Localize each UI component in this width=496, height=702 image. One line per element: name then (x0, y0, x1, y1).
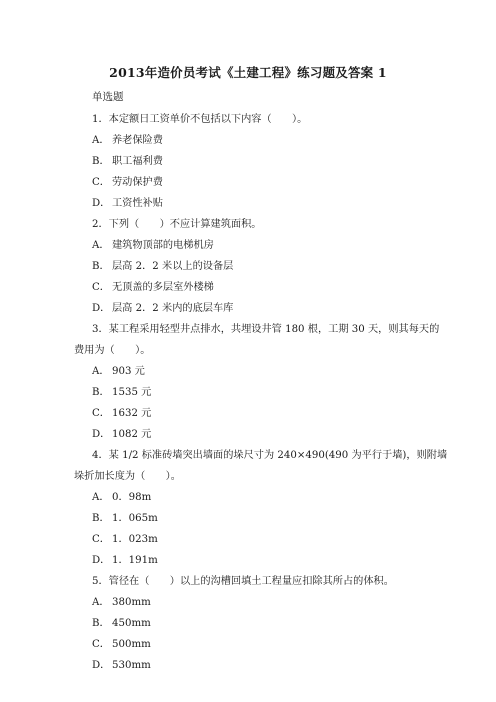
question-5-option-a (92, 593, 151, 608)
question-1-stem: 1．本定额日工资单价不包括以下内容（ ）。 (92, 114, 308, 125)
option-text: 工资性补贴 (112, 198, 163, 209)
option-text: 0．98m (112, 492, 152, 503)
option-letter: B． (92, 261, 110, 272)
option-text: 层高 2．2 米内的底层车库 (112, 303, 234, 314)
question-1-option-c (92, 173, 163, 188)
option-text: 1．191m (112, 555, 158, 566)
option-letter: A． (92, 492, 110, 503)
question-2-option-d (92, 299, 233, 314)
option-letter: B． (92, 618, 110, 629)
question-3-stem-line2: 费用为（ ）。 (74, 345, 151, 356)
option-text: 500mm (112, 639, 151, 650)
question-2-option-a (92, 236, 214, 251)
option-text: 380mm (112, 597, 151, 608)
question-5-option-b (92, 614, 151, 629)
option-letter: C． (92, 408, 110, 419)
option-text: 1082 元 (112, 429, 152, 440)
option-letter: B． (92, 513, 110, 524)
option-letter: A． (92, 135, 110, 146)
option-text: 530mm (112, 660, 151, 671)
option-text: 1535 元 (112, 387, 152, 398)
option-letter: C． (92, 639, 110, 650)
option-text: 职工福利费 (112, 156, 163, 167)
option-text: 1．065m (112, 513, 158, 524)
option-text: 劳动保护费 (112, 177, 163, 188)
question-3-option-a (92, 362, 145, 377)
option-text: 1．023m (112, 534, 158, 545)
option-letter: D． (92, 555, 111, 566)
question-4-stem-line1: 4．某 1/2 标准砖墙突出墙面的垛尺寸为 240×490(490 为平行于墙)，则附墙 (92, 450, 448, 461)
option-text: 450mm (112, 618, 151, 629)
question-4-stem-line2: 垛折加长度为（ ）。 (74, 471, 181, 482)
option-text: 建筑物顶部的电梯机房 (112, 240, 214, 251)
question-4-option-c (92, 530, 158, 545)
option-letter: C． (92, 282, 110, 293)
option-letter: B． (92, 156, 110, 167)
option-text: 903 元 (112, 366, 145, 377)
question-1-option-a (92, 131, 163, 146)
question-5-option-d (92, 656, 151, 671)
option-letter: A． (92, 366, 110, 377)
option-letter: A． (92, 597, 110, 608)
option-text: 养老保险费 (112, 135, 163, 146)
option-letter: B． (92, 387, 110, 398)
option-letter: A． (92, 240, 110, 251)
option-text: 无顶盖的多层室外楼梯 (112, 282, 214, 293)
option-letter: D． (92, 198, 111, 209)
question-4-option-b (92, 509, 158, 524)
option-letter: C． (92, 177, 110, 188)
section-heading: 单选题 (92, 91, 124, 103)
question-4-option-a (92, 488, 151, 503)
question-4-option-d (92, 551, 158, 566)
option-letter: C． (92, 534, 110, 545)
question-2-stem: 2．下列（ ）不应计算建筑面积。 (92, 219, 262, 230)
question-5-stem: 5．管径在（ ）以上的沟槽回填土工程量应扣除其所占的体积。 (92, 576, 394, 587)
question-3-option-d (92, 425, 151, 440)
option-text: 层高 2．2 米以上的设备层 (112, 261, 234, 272)
question-3-option-b (92, 383, 151, 398)
question-5-option-c (92, 635, 151, 650)
option-letter: D． (92, 429, 111, 440)
option-text: 1632 元 (112, 408, 152, 419)
question-1-option-d (92, 194, 163, 209)
question-1-option-b (92, 152, 163, 167)
option-letter: D． (92, 660, 111, 671)
option-letter: D． (92, 303, 111, 314)
question-2-option-b (92, 257, 233, 272)
question-3-option-c (92, 404, 151, 419)
question-2-option-c (92, 278, 214, 293)
question-3-stem-line1: 3．某工程采用轻型井点排水，共埋设井管 180 根，工期 30 天，则其每天的 (92, 324, 440, 335)
document-title: 2013年造价员考试《土建工程》练习题及答案 1 (109, 65, 387, 80)
